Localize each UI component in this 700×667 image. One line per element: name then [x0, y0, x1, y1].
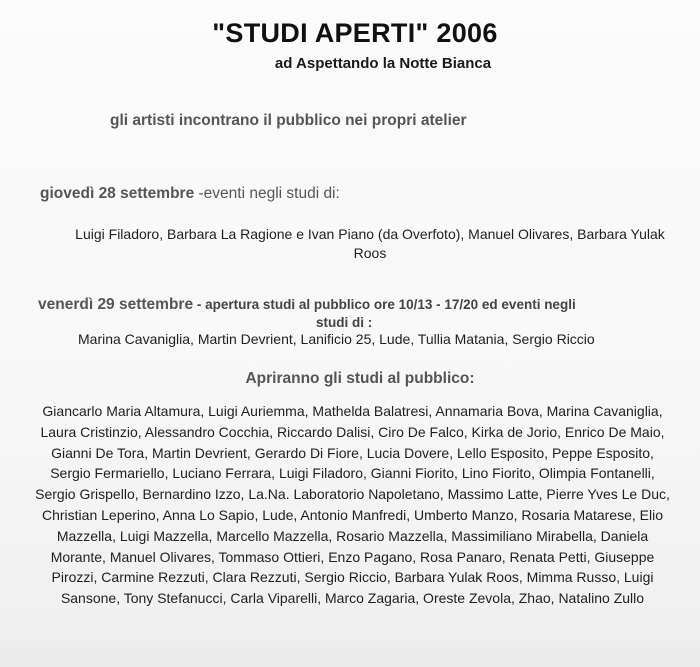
flyer-title: "STUDI APERTI" 2006 [212, 18, 498, 48]
event-desc-friday: - apertura studi al pubblico ore 10/13 - 17/20 ed eventi negli [193, 297, 576, 312]
event-day-friday [38, 296, 678, 332]
flyer-tagline: gli artisti incontrano il pubblico nei propri atelier [110, 112, 467, 129]
event-date-friday: venerdì 29 settembre [38, 296, 194, 313]
artist-list-thursday: Luigi Filadoro, Barbara La Ragione e Ivan Piano (da Overfoto), Manuel Olivares, Barbara Yulak Roos [75, 226, 665, 261]
open-studios-artist-list: Giancarlo Maria Altamura, Luigi Auriemma, Mathelda Balatresi, Annamaria Bova, Marina Cavaniglia, Laura Cristinzio, Alessandro Cocchia, Riccardo Dalisi, Ciro De Falco, Kirka de Jorio, Enrico De Maio, Gianni De Tora, Martin Devrient, Gerardo Di Fiore, Lucia Dovere, Lello Esposito, Peppe Esposito, Sergio Fermariello, Luciano Ferrara, Luigi Filadoro, Gianni Fiorito, Lino Fiorito, Olimpia Fontanelli, Sergio Grispello, Bernardino Izzo, La.Na. Laboratorio Napoletano, Massimo Latte, Pierre Yves Le Duc, Christian Leperino, Anna Lo Sapio, Lude, Antonio Manfredi, Umberto Manzo, Rosaria Matarese, Elio Mazzella, Luigi Mazzella, Marcello Mazzella, Rosario Mazzella, Massimiliano Mirabella, Daniela Morante, Manuel Olivares, Tommaso Ottieri, Enzo Pagano, Rosa Panaro, Renata Petti, Giuseppe Pirozzi, Carmine Rezzuti, Clara Rezzuti, Sergio Riccio, Barbara Yulak Roos, Mimma Russo, Luigi Sansone, Tony Stefanucci, Carla Viparelli, Marco Zagaria, Oreste Zevola, Zhao, Natalino Zullo [35, 403, 670, 607]
event-date-thursday: giovedì 28 settembre [40, 185, 195, 202]
event-desc-thursday: -eventi negli studi di: [194, 185, 340, 202]
open-studios-heading: Apriranno gli studi al pubblico: [245, 370, 475, 387]
flyer-subtitle: ad Aspettando la Notte Bianca [274, 55, 492, 72]
artist-list-friday: Marina Cavaniglia, Martin Devrient, Lanificio 25, Lude, Tullia Matania, Sergio Riccio [78, 331, 595, 347]
event-day-thursday [40, 185, 340, 203]
event-desc-friday-cont: studi di : [316, 315, 373, 330]
scan-shadow [0, 632, 700, 667]
